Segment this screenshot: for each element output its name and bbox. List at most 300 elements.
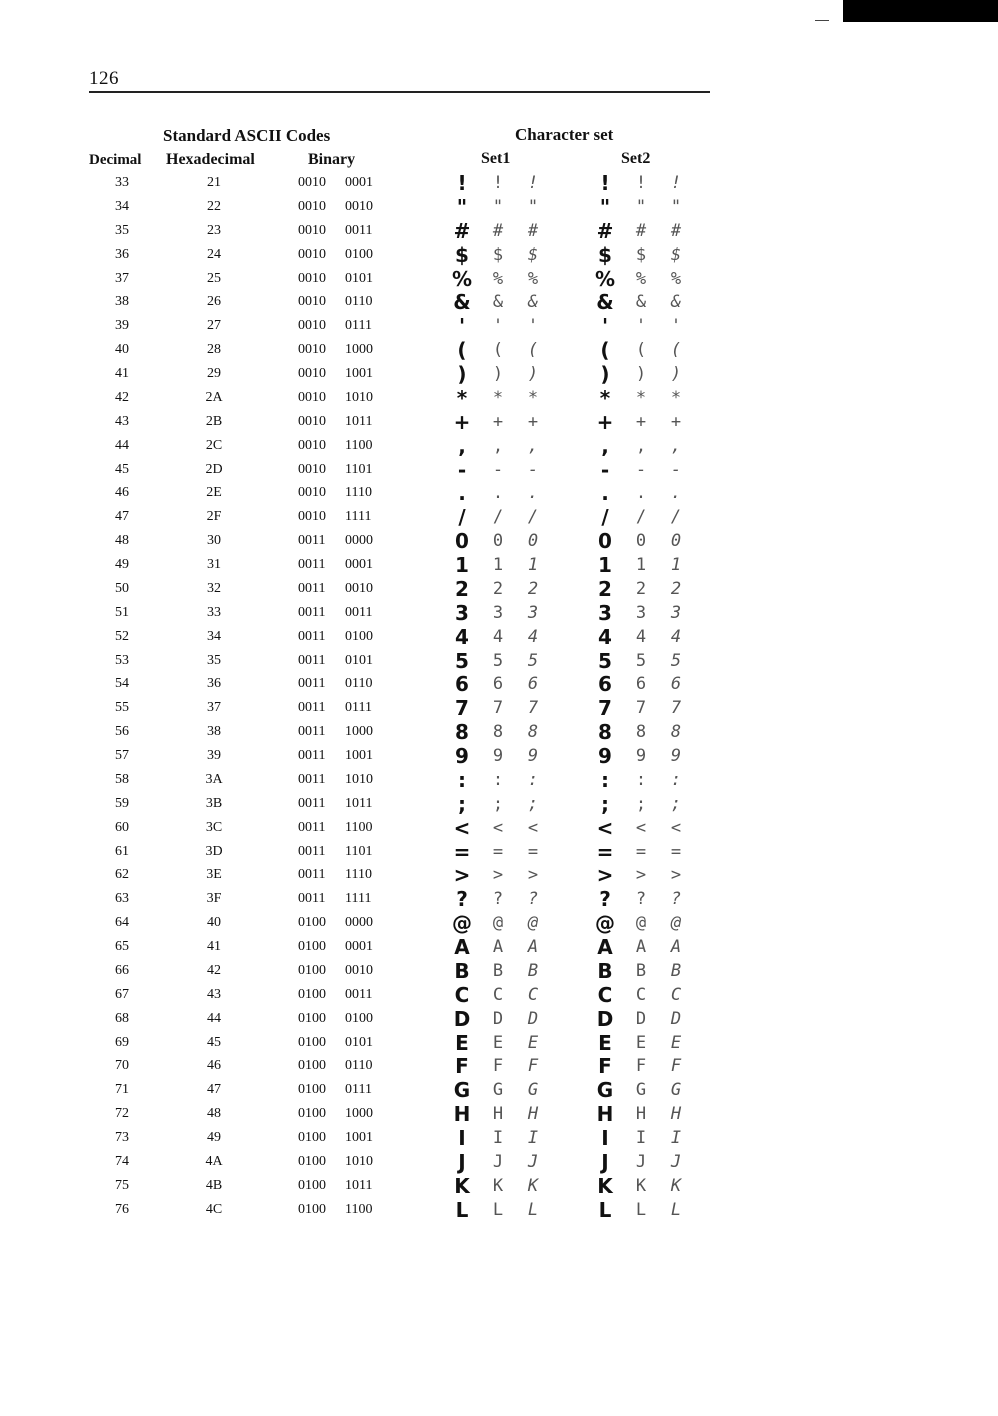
set1-glyph-italic: ( [527,340,539,361]
hexadecimal-cell: 27 [207,318,221,334]
set1-glyph-italic: A [527,937,539,957]
set2-glyph-dotmatrix: - [635,459,647,480]
decimal-cell: 57 [115,748,129,763]
header-character-set: Character set [515,125,614,144]
set1-glyph-standard: 8 [455,720,469,745]
hexadecimal-cell: 37 [207,700,221,716]
hexadecimal-cell: 32 [207,580,221,596]
set1-glyph-italic: 1 [527,555,539,575]
hexadecimal-cell: 36 [207,676,221,692]
set2-glyph-dotmatrix: ) [635,364,647,384]
set1-glyph-italic: K [527,1175,539,1196]
set2-glyph-standard: / [601,505,609,530]
set2-glyph-standard: % [594,266,616,291]
binary-high-nibble-cell: 0011 [298,891,326,907]
binary-low-nibble-cell: 0000 [345,533,373,549]
hexadecimal-cell: 24 [207,246,221,262]
hexadecimal-cell: 39 [207,748,221,763]
set1-glyph-italic: 5 [527,650,539,671]
set2-glyph-italic: 6 [670,674,682,695]
set1-glyph-standard: & [453,290,471,315]
set2-glyph-dotmatrix: F [635,1056,647,1077]
set1-glyph-italic: $ [527,244,539,265]
set1-glyph-italic: B [527,960,539,981]
set1-glyph-standard: 6 [455,672,469,697]
set2-glyph-italic: & [670,292,682,313]
set1-glyph-italic: J [527,1151,539,1172]
set1-glyph-standard: / [458,505,466,530]
set2-glyph-italic: ( [670,340,682,361]
set1-glyph-italic: . [527,483,539,504]
table-row [0,554,998,578]
set2-glyph-dotmatrix: 6 [635,674,647,695]
set2-glyph-dotmatrix: 8 [635,722,647,743]
table-row [0,721,998,745]
set1-glyph-standard: ? [456,887,468,912]
set1-glyph-italic: H [527,1104,539,1125]
binary-high-nibble-cell: 0100 [298,1058,326,1074]
set1-glyph-dotmatrix: $ [492,244,504,265]
binary-low-nibble-cell: 0100 [345,246,373,262]
set1-glyph-dotmatrix: 5 [492,650,504,671]
header-standard-ascii: Standard ASCII Codes [163,126,331,145]
set1-glyph-standard: ; [458,791,466,816]
set2-glyph-dotmatrix: # [635,220,647,241]
set1-glyph-standard: : [458,767,466,792]
set2-glyph-standard: 0 [598,529,612,554]
binary-low-nibble-cell: 1001 [345,366,373,381]
binary-high-nibble-cell: 0100 [298,986,326,1002]
set1-glyph-standard: F [455,1054,469,1079]
set1-glyph-italic: E [527,1032,539,1053]
binary-low-nibble-cell: 1010 [345,771,373,787]
binary-low-nibble-cell: 1111 [345,891,372,907]
binary-high-nibble-cell: 0011 [298,748,326,763]
set1-glyph-standard: + [453,409,471,434]
set2-glyph-dotmatrix: J [635,1151,647,1172]
binary-low-nibble-cell: 0010 [345,580,373,596]
set2-glyph-italic: A [670,937,682,957]
set2-glyph-italic: D [670,1008,682,1029]
set2-glyph-dotmatrix: > [635,865,647,886]
table-row [0,936,998,960]
binary-high-nibble-cell: 0100 [298,939,326,954]
hexadecimal-cell: 3F [206,891,222,907]
set2-glyph-standard: ? [599,887,611,912]
column-header-set1: Set1 [481,150,511,167]
column-header-hexadecimal: Hexadecimal [166,151,255,168]
set2-glyph-italic: 4 [670,626,682,647]
set1-glyph-dotmatrix: % [492,268,504,289]
set2-glyph-standard: * [599,385,611,410]
decimal-cell: 37 [115,270,129,286]
decimal-cell: 72 [115,1106,129,1122]
set1-glyph-italic: 7 [527,698,539,719]
table-row [0,769,998,793]
table-row [0,363,998,387]
set1-glyph-standard: L [455,1197,469,1222]
set2-glyph-standard: D [596,1006,614,1031]
hexadecimal-cell: 47 [207,1082,221,1098]
decimal-cell: 34 [115,198,129,214]
decimal-cell: 41 [115,366,129,381]
set1-glyph-dotmatrix: 2 [492,578,504,599]
set1-glyph-standard: A [454,935,470,959]
set1-glyph-dotmatrix: < [492,817,504,838]
set2-glyph-italic: 7 [670,698,682,719]
binary-low-nibble-cell: 0110 [345,294,373,310]
decimal-cell: 52 [115,628,129,644]
table-row [0,482,998,506]
set1-glyph-italic: L [527,1199,539,1220]
table-row [0,984,998,1008]
binary-low-nibble-cell: 1010 [345,1153,373,1169]
set1-glyph-dotmatrix: / [492,507,504,528]
header-rule [89,91,710,93]
decimal-cell: 59 [115,795,129,811]
set1-glyph-standard: < [453,815,471,840]
binary-low-nibble-cell: 1010 [345,389,373,405]
table-row [0,315,998,339]
set1-glyph-dotmatrix: > [492,865,504,886]
set2-glyph-italic: - [670,459,682,480]
decimal-cell: 35 [115,222,129,238]
binary-high-nibble-cell: 0011 [298,676,326,692]
table-row [0,841,998,865]
set2-glyph-standard: & [596,290,614,315]
hexadecimal-cell: 41 [207,939,221,954]
decimal-cell: 68 [115,1010,129,1026]
set1-glyph-standard: J [458,1149,466,1174]
set2-glyph-italic: ) [670,364,682,384]
table-row [0,602,998,626]
column-header-set2: Set2 [621,150,651,167]
binary-high-nibble-cell: 0010 [298,342,326,358]
set2-glyph-italic: ; [670,793,682,814]
binary-high-nibble-cell: 0100 [298,915,326,931]
column-header-decimal: Decimal [89,152,142,168]
set2-glyph-dotmatrix: 9 [635,746,647,766]
set2-glyph-standard: ) [600,362,610,386]
set1-glyph-italic: & [527,292,539,313]
ascii-code-table [0,172,998,1223]
binary-low-nibble-cell: 1011 [345,413,373,429]
set1-glyph-dotmatrix: G [492,1080,504,1101]
decimal-cell: 61 [115,843,129,859]
set2-glyph-italic: ! [670,173,682,193]
set1-glyph-italic: 6 [527,674,539,695]
binary-high-nibble-cell: 0011 [298,843,326,859]
set2-glyph-standard: 8 [598,720,612,745]
set1-glyph-italic: I [527,1128,539,1148]
set2-glyph-standard: G [596,1078,614,1103]
decimal-cell: 49 [115,557,129,572]
decimal-cell: 44 [115,437,129,453]
set2-glyph-italic: K [670,1175,682,1196]
binary-low-nibble-cell: 0111 [345,318,372,334]
hexadecimal-cell: 34 [207,628,221,644]
set2-glyph-italic: ' [670,316,682,337]
hexadecimal-cell: 30 [207,533,221,549]
set1-glyph-dotmatrix: B [492,960,504,981]
table-row [0,411,998,435]
set2-glyph-standard: 7 [598,696,612,721]
table-row [0,864,998,888]
set2-glyph-standard: 9 [598,744,612,768]
set2-glyph-standard: 3 [598,600,612,625]
binary-low-nibble-cell: 1011 [345,1177,373,1193]
set2-glyph-standard: " [599,194,611,219]
binary-high-nibble-cell: 0011 [298,795,326,811]
decimal-cell: 63 [115,891,129,907]
set1-glyph-dotmatrix: & [492,292,504,313]
set1-glyph-standard: , [458,433,466,458]
table-row [0,650,998,674]
hexadecimal-cell: 38 [207,724,221,740]
binary-high-nibble-cell: 0011 [298,628,326,644]
set2-glyph-standard: - [600,457,610,482]
table-row [0,291,998,315]
set1-glyph-italic: % [527,268,539,289]
set1-glyph-dotmatrix: 6 [492,674,504,695]
set2-glyph-standard: . [601,481,609,506]
binary-high-nibble-cell: 0010 [298,485,326,501]
set2-glyph-standard: J [601,1149,609,1174]
decimal-cell: 54 [115,676,129,692]
set1-glyph-standard: = [453,839,471,864]
binary-high-nibble-cell: 0010 [298,461,326,477]
table-row [0,793,998,817]
binary-high-nibble-cell: 0011 [298,580,326,596]
set1-glyph-dotmatrix: 0 [492,531,504,552]
set1-glyph-italic: * [527,387,539,408]
set2-glyph-standard: I [601,1126,609,1150]
binary-low-nibble-cell: 1011 [345,795,373,811]
set1-glyph-dotmatrix: A [492,937,504,957]
decimal-cell: 71 [115,1082,129,1098]
set2-glyph-italic: 9 [670,746,682,766]
set2-glyph-dotmatrix: / [635,507,647,528]
set1-glyph-dotmatrix: - [492,459,504,480]
set1-glyph-italic: > [527,865,539,886]
binary-low-nibble-cell: 0001 [345,557,373,572]
set2-glyph-italic: F [670,1056,682,1077]
set1-glyph-standard: 7 [455,696,469,721]
set2-glyph-dotmatrix: < [635,817,647,838]
binary-high-nibble-cell: 0011 [298,819,326,835]
hexadecimal-cell: 4A [205,1153,223,1169]
set1-glyph-dotmatrix: 1 [492,555,504,575]
set2-glyph-dotmatrix: , [635,435,647,456]
table-row [0,1175,998,1199]
decimal-cell: 40 [115,342,129,358]
set2-glyph-dotmatrix: : [635,769,647,790]
decimal-cell: 65 [115,939,129,954]
binary-low-nibble-cell: 0010 [345,962,373,978]
set2-glyph-standard: ; [601,791,609,816]
binary-high-nibble-cell: 0100 [298,1034,326,1050]
set1-glyph-standard: . [458,481,466,506]
set1-glyph-standard: 2 [455,576,469,601]
hexadecimal-cell: 2D [205,461,223,477]
hexadecimal-cell: 28 [207,342,221,358]
binary-high-nibble-cell: 0010 [298,175,326,190]
set2-glyph-dotmatrix: D [635,1008,647,1029]
set2-glyph-standard: = [596,839,614,864]
decimal-cell: 76 [115,1201,129,1217]
hexadecimal-cell: 2C [205,437,223,453]
binary-low-nibble-cell: 0001 [345,939,373,954]
hexadecimal-cell: 2B [205,413,223,429]
set2-glyph-standard: + [596,409,614,434]
binary-low-nibble-cell: 0000 [345,915,373,931]
decimal-cell: 53 [115,652,129,668]
set1-glyph-dotmatrix: = [492,841,504,862]
binary-low-nibble-cell: 0011 [345,986,373,1002]
binary-high-nibble-cell: 0010 [298,198,326,214]
set1-glyph-italic: ? [527,889,539,910]
set1-glyph-italic: : [527,769,539,790]
set1-glyph-italic: 8 [527,722,539,743]
binary-low-nibble-cell: 1100 [345,437,373,453]
set1-glyph-dotmatrix: D [492,1008,504,1029]
binary-low-nibble-cell: 1100 [345,819,373,835]
set1-glyph-italic: # [527,220,539,241]
binary-high-nibble-cell: 0010 [298,246,326,262]
decimal-cell: 55 [115,700,129,716]
binary-high-nibble-cell: 0010 [298,318,326,334]
set2-glyph-standard: $ [598,242,612,267]
set2-glyph-dotmatrix: @ [635,913,647,934]
binary-low-nibble-cell: 0111 [345,1082,372,1098]
binary-high-nibble-cell: 0010 [298,437,326,453]
set1-glyph-dotmatrix: ) [492,364,504,384]
set1-glyph-standard: B [454,958,470,983]
binary-low-nibble-cell: 0111 [345,700,372,716]
table-row [0,1032,998,1056]
set1-glyph-standard: C [454,982,470,1007]
set2-glyph-standard: 2 [598,576,612,601]
set1-glyph-italic: ' [527,316,539,337]
set1-glyph-standard: E [455,1030,469,1055]
set2-glyph-dotmatrix: G [635,1080,647,1101]
binary-high-nibble-cell: 0010 [298,366,326,381]
hexadecimal-cell: 3D [205,843,223,859]
set2-glyph-dotmatrix: 4 [635,626,647,647]
set2-glyph-dotmatrix: C [635,984,647,1005]
hexadecimal-cell: 2E [206,485,222,501]
binary-high-nibble-cell: 0011 [298,724,326,740]
set2-glyph-dotmatrix: + [635,411,647,432]
binary-low-nibble-cell: 1111 [345,509,372,525]
binary-low-nibble-cell: 1000 [345,724,373,740]
set1-glyph-dotmatrix: E [492,1032,504,1053]
set1-glyph-italic: = [527,841,539,862]
set1-glyph-dotmatrix: + [492,411,504,432]
decimal-cell: 56 [115,724,129,740]
hexadecimal-cell: 2F [206,509,222,525]
set2-glyph-standard: : [601,767,609,792]
set2-glyph-dotmatrix: 3 [635,602,647,623]
set2-glyph-italic: G [670,1080,682,1101]
set2-glyph-standard: 6 [598,672,612,697]
set2-glyph-dotmatrix: H [635,1104,647,1125]
set2-glyph-italic: 8 [670,722,682,743]
corner-scan-mark [843,0,998,22]
set2-glyph-italic: E [670,1032,682,1053]
set2-glyph-dotmatrix: K [635,1175,647,1196]
decimal-cell: 48 [115,533,129,549]
table-row [0,435,998,459]
set1-glyph-italic: - [527,459,539,480]
table-row [0,220,998,244]
hexadecimal-cell: 44 [207,1010,221,1026]
hexadecimal-cell: 43 [207,986,221,1002]
set2-glyph-dotmatrix: I [635,1128,647,1148]
corner-dash-mark [815,20,829,21]
binary-high-nibble-cell: 0011 [298,700,326,716]
decimal-cell: 43 [115,413,129,429]
binary-low-nibble-cell: 0101 [345,270,373,286]
decimal-cell: 67 [115,986,129,1002]
set2-glyph-italic: 3 [670,602,682,623]
set2-glyph-italic: $ [670,244,682,265]
decimal-cell: 64 [115,915,129,931]
decimal-cell: 74 [115,1153,129,1169]
set2-glyph-standard: < [596,815,614,840]
set2-glyph-dotmatrix: ' [635,316,647,337]
table-row [0,506,998,530]
set1-glyph-dotmatrix: . [492,483,504,504]
set1-glyph-standard: D [453,1006,471,1031]
decimal-cell: 73 [115,1130,129,1145]
table-row [0,888,998,912]
set2-glyph-italic: 0 [670,531,682,552]
set1-glyph-dotmatrix: ( [492,340,504,361]
decimal-cell: 69 [115,1034,129,1050]
set1-glyph-dotmatrix: ? [492,889,504,910]
hexadecimal-cell: 29 [207,366,221,381]
hexadecimal-cell: 3B [205,795,223,811]
set2-glyph-standard: > [596,863,614,888]
set2-glyph-italic: I [670,1128,682,1148]
binary-low-nibble-cell: 0011 [345,222,373,238]
set2-glyph-italic: : [670,769,682,790]
set1-glyph-standard: # [453,218,471,243]
table-row [0,1199,998,1223]
set1-glyph-standard: @ [452,911,472,936]
set2-glyph-italic: @ [670,913,682,934]
hexadecimal-cell: 3A [205,771,223,787]
set2-glyph-italic: L [670,1199,682,1220]
set1-glyph-italic: 3 [527,602,539,623]
set2-glyph-standard: 1 [598,553,612,577]
set2-glyph-dotmatrix: & [635,292,647,313]
binary-high-nibble-cell: 0011 [298,557,326,572]
set1-glyph-italic: " [527,196,539,217]
set1-glyph-standard: 9 [455,744,469,768]
set1-glyph-italic: D [527,1008,539,1029]
set1-glyph-italic: 2 [527,578,539,599]
binary-high-nibble-cell: 0100 [298,1153,326,1169]
set2-glyph-dotmatrix: " [635,196,647,217]
set1-glyph-standard: % [451,266,473,291]
set1-glyph-italic: @ [527,913,539,934]
set2-glyph-dotmatrix: ; [635,793,647,814]
table-row [0,817,998,841]
table-row [0,268,998,292]
set1-glyph-standard: K [454,1173,470,1198]
